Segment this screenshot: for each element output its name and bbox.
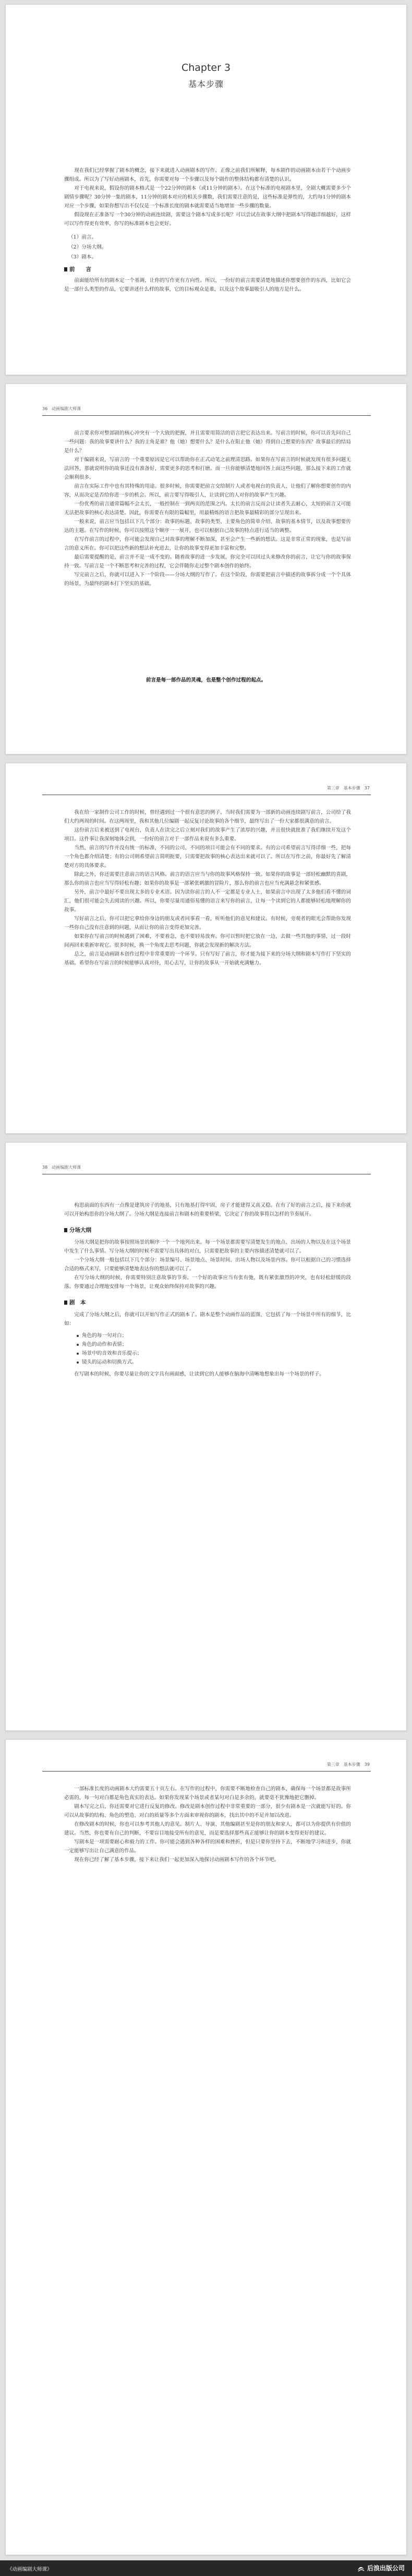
running-head: 36 动画编剧大师课 [42,406,81,411]
bullet-icon [77,1344,79,1346]
running-head: 第三章 基本步骤 39 [326,1762,370,1767]
paragraph: 写完前言之后，你就可以进入下一个阶段——分场大纲的写作了。在这个阶段，你需要把前言中描述的故事拆分成一个个具体的场景，为最终的剧本打下坚实的基础。 [64,572,351,587]
paragraph: 前面能给所有的剧本定一个基调，让你的写作更有方向性。所以，一份好的前言需要清楚地描述你想要创作的东西，比如它会是一部什么类型的作品，它要讲述什么样的故事，它的目标观众是谁，以及这个故事最吸引人的地方是什么。 [64,278,351,292]
paragraph: 剧本写完之后，你还需要对它进行反复的修改。修改是剧本创作过程中非常重要的一部分，很少有剧本是一次就能写好的。你可以从故事的结构、角色的塑造、对白的质量等多个方面来审视你的剧本，找出其中的不足并加以改进。 [64,1804,351,1818]
paragraph: 这份前言后来被送到了电视台，负责人在读完之后立刻对我们的故事产生了浓厚的兴趣，并且很快就批准了我们继续开发这个项目。这件事让我深刻地体会到，一份好的前言对于一部作品来说有多么重要。 [64,827,351,842]
page-body [64,1201,351,1379]
page-1 [5,4,407,375]
paragraph: 在写分场大纲的时候，你需要特别注意故事的节奏。一个好的故事应当有张有弛，既有紧张激烈的冲突，也有轻松舒缓的段落。你要通过合理地安排每一个场景，让观众始终保持对故事的兴趣。 [64,1275,351,1290]
section-heading-text: 剧 本 [69,1299,86,1306]
page-body [64,429,351,588]
page-body [64,1785,351,1864]
page-5 [5,1739,407,2555]
publisher-brand [357,2563,405,2572]
paragraph: 前言要求你对整部剧的核心冲突有一个大致的把握，并且需要用简洁的语言把它表达出来。写前言的时候，你可以首先问自己一些问题：我的故事要讲什么？我的主角是谁？他（她）想要什么？是什么在阻止他（她）得到自己想要的东西？故事最后的结局是什么？ [64,430,351,454]
footer-bar [0,2560,412,2576]
paragraph: 另外，前言中最好不要出现太多的专业术语。因为读你前言的人不一定都是专业人士，如果前言中出现了太多他们看不懂的词汇，他们很可能会失去阅读的兴趣。所以，你要尽量用通俗易懂的语言来写你的前言，让每一个读到它的人都能够轻松地理解你的故事。 [64,889,351,913]
list-item: （2）分场大纲。 [68,244,107,250]
paragraph: 对于电视来说，假设你的剧本格式是一个22分钟的剧本（或11分钟的剧本）。在这个标准的电视剧本里，全剧大概需要多少个剧情步骤呢？30分钟一集的剧本，11分钟的剧本对应的相关步骤数，我们需要注意的是，这些标准是弹性的，大约每1分钟的剧本对应一个步骤，如果你想写出不仅仅是一个标准长度的剧本就需要适当地增加一些步骤的数量。 [64,185,351,209]
page-3 [5,763,407,1134]
paragraph: 完成了分场大纲之后，你就可以开始写作正式的剧本了。剧本是整个动画作品的蓝图，它包括了每一个场景中所有的细节，比如： [64,1312,351,1327]
paragraph: 一个分场大纲一般包括以下几个部分：场景编号、场景地点、场景时间、出场人物以及场景内容。你可以根据自己的习惯选择合适的格式来写，只要能够清楚地表达你的想法就可以了。 [64,1257,351,1272]
paragraph: 如果你在写前言的时候遇到了困难，不要着急，也不要轻易放弃。你可以暂时把它放在一边，去做一些其他的事情，过一段时间再回来重新审视它。很多时候，换一个角度去思考问题，你就会发现新的解决方法。 [64,934,351,948]
section-heading-text: 前 言 [69,266,91,273]
page-2 [5,383,407,754]
bullet-item: 角色的动作和表情； [77,1340,351,1349]
paragraph: 在修改剧本的时候，你也可以参考其他人的意见。制片人、导演、其他编剧甚至是你的朋友和家人，都可以为你提供有价值的建议。当然，你也要有自己的判断，不要盲目地接受所有的意见，而是要选择那些真正能够让你的剧本变得更好的建议。 [64,1822,351,1836]
paragraph: 现在我们已经掌握了剧本的概念，接下来就进入动画剧本的写作。正像之前我们所解释，每本剧作的动画剧本由若干个动画步骤组成。所以为了写好动画剧本，首先，你需要对每一个步骤以及每个剧作的整体结构都有清楚的认识。 [64,168,351,182]
section-marker-icon [64,1301,67,1305]
paragraph: 前言在实际工作中也有其特殊的用途。很多时候，你需要把前言交给制片人或者电视台的负责人，让他们了解你想要创作的内容，从而决定是否给你进一步的机会。所以，前言要写得吸引人，让读到它的人对你的故事产生兴趣。 [64,484,351,498]
section-marker-icon [64,267,67,271]
chapter-title: 基本步骤 [188,79,224,89]
paragraph: 在写作前言的过程中，你可能会发现自己对故事的理解不断加深，甚至会产生一些新的想法。这是非常正常的现象，也是写前言的意义所在。你可以把这些新的想法补充进去，让你的故事变得更加丰富和完整。 [64,537,351,551]
running-head: 第三章 基本步骤 37 [326,786,370,790]
paragraph: 对于编剧来说，写前言的一个重要原因是它可以帮助你在正式动笔之前理清思路。如果你在写前言的时候就发现有很多问题无法回答，那就说明你的故事还没有准备好，需要更多的思考和打磨。而一旦你能够清楚地回答上面这些问题，那么接下来的工作就会顺利很多。 [64,457,351,480]
chapter-label: Chapter 3 [181,62,231,73]
running-head-rule [42,415,371,416]
paragraph: 写好前言之后，你可以把它拿给你身边的朋友或者同事看一看，听听他们的意见和建议。有时候，旁观者的眼光会帮助你发现一些你自己没有注意到的问题，从而让你的前言变得更加完善。 [64,916,351,931]
chapter-intro [64,166,351,294]
paragraph: 一部标准长度的动画剧本大约需要五十页左右。在写作的过程中，你需要不断地检查自己的剧本，确保每一个场景都是故事所必需的，每一句对白都是角色真实的表达。如果你发现某个场景或者某句对白是多余的，就要毫不犹豫地把它删掉。 [64,1786,351,1801]
bullet-item: 角色的每一句对白； [77,1331,351,1340]
page-body [64,808,351,968]
bullet-item: 场景中的音效和音乐提示； [77,1349,351,1358]
paragraph: 写剧本是一项需要耐心和毅力的工作。你可能会遇到各种各样的困难和挫折，但是只要你坚持下去，不断地学习和进步，你就一定能够写出让自己满意的作品。 [64,1839,351,1854]
list-item: （3）剧本。 [68,254,97,260]
section-heading [64,1226,351,1234]
paragraph: 分场大纲是把你的故事按照场景的顺序一个一个地列出来。每一个场景都需要写清楚发生的地点、出场的人物以及在这个场景中发生了什么事情。写分场大纲的时候不需要写出具体的对白，只需要把故事的主要内容描述清楚就可以了。 [64,1240,351,1254]
book-title: 《动画编剧大师课》 [7,2567,52,2572]
publisher-logo-icon [357,2564,365,2572]
paragraph: 一份优秀的前言通常篇幅不会太长，一般控制在一到两页的范围之内。太长的前言反而会让读者失去耐心，太短的前言又可能无法把故事的核心表达清楚。因此，你需要在有限的篇幅里，用最精炼的语言把故事最精彩的部分呈现出来。 [64,501,351,516]
list-item: （1）前言。 [68,234,97,240]
paragraph: 现在你已经了解了基本步骤，接下来让我们一起更加深入地探讨动画剧本写作的各个环节吧。 [74,1857,280,1863]
paragraph: 我在给一家制作公司工作的时候，曾经遇到过一个很有意思的例子。当时我们需要为一部新的动画连续剧写前言，公司给了我们大约两周的时间。在这两周里，我和其他几位编剧一起反复讨论故事的各个细节，最终写出了一份大家都很满意的前言。 [64,810,351,824]
section-heading [64,1298,351,1306]
bullet-icon [77,1353,79,1355]
running-head: 38 动画编剧大师课 [42,1165,81,1170]
paragraph: 总之，前言是动画剧本创作过程中非常重要的一个环节。只有写好了前言，你才能为接下来的分场大纲和剧本写作打下坚实的基础。希望你在写前言的时候能够认真对待，用心去写，让你的故事从一开始就充满魅力。 [64,951,351,966]
pull-quote: 前言是每一部作品的灵魂，也是整个创作过程的起点。 [146,677,266,683]
paragraph: 假设现在正准备写一个30分钟的动画连续剧，需要这个剧本写成多长呢？可以尝试在故事大纲中把剧本写得越详细越好，这样可以写作得更有效率，你写的标准剧本也会更好。 [64,212,351,227]
paragraph: 在写剧本的时候，你要尽量让你的文字具有画面感，让读到它的人能够在脑海中清晰地想象出每一个场景的样子。 [74,1371,324,1377]
paragraph: 最后需要提醒的是，前言并不是一成不变的。随着故事的进一步发展，你完全可以回过头来修改你的前言，让它与你的故事保持一致。写前言是一个不断思考和完善的过程，它会伴随你走过整个剧本创作的始终。 [64,554,351,569]
bullet-item: 镜头的运动和切换方式。 [77,1358,351,1367]
section-heading-text: 分场大纲 [69,1227,91,1233]
paragraph: 除此之外，你还需要注意前言的语言风格。前言的语言应当与你的故事风格保持一致。如果你的故事是一部轻松幽默的喜剧，那么你的前言也应当写得轻松有趣；如果你的故事是一部紧张刺激的冒险片，那么你的前言也应当充满悬念和紧张感。 [64,872,351,886]
bullet-icon [77,1361,79,1364]
section-heading [64,265,351,273]
page-4 [5,1142,407,1731]
paragraph: 构思前面的东西有一点像是建筑房子的地基，只有地基打得牢固，房子才能建得又高又稳。在有了好的前言之后，接下来你就可以开始构思你的分场大纲了。分场大纲是连接前言和剧本的重要桥梁，它决定了你的故事将以怎样的节奏展开。 [64,1203,351,1217]
running-head-rule [42,1771,371,1772]
paragraph: 当然，前言的写作并没有统一的标准，不同的公司、不同的项目可能会有不同的要求。有的公司希望前言写得详细一些，把每一个角色都介绍清楚；有的公司则希望前言简明扼要，只需要把故事的核心表达出来就可以了。所以在写作之前，你最好先了解清楚对方的具体要求。 [64,845,351,869]
bullet-icon [77,1335,79,1337]
section-marker-icon [64,1228,67,1232]
paragraph: 一般来说，前言应当包括以下几个部分：故事的标题、故事的类型、主要角色的简单介绍、故事的基本情节，以及故事想要传达的主题。在写作的时候，你可以按照这个顺序一一展开，也可以根据自己故事的特点进行适当的调整。 [64,519,351,534]
publisher-name: 后浪出版公司 [367,2565,405,2572]
